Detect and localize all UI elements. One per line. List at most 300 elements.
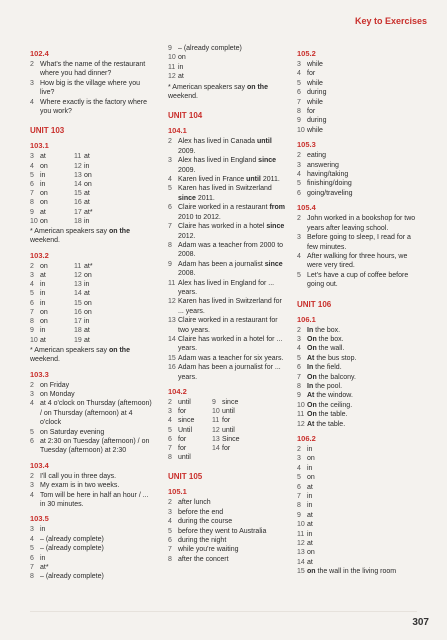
answer-number: 3: [30, 390, 34, 398]
answer-number: 2: [168, 399, 172, 406]
answer-number: 12: [74, 162, 82, 170]
answer-text: for: [222, 445, 231, 453]
answer-list-bold: [297, 326, 422, 429]
answer-number: 3: [30, 79, 34, 87]
answer-number: 6: [297, 364, 301, 372]
answer-item: [297, 558, 422, 567]
answer-text: until: [222, 426, 235, 434]
answer-number: 6: [30, 181, 34, 189]
answer-text: At the bus stop.: [307, 354, 357, 362]
answer-text: at: [84, 190, 90, 198]
answer-number: 5: [168, 527, 172, 535]
column-left: [30, 44, 155, 582]
answer-text: in: [307, 530, 313, 538]
section-label: 106.2: [297, 434, 316, 443]
answer-item: [168, 175, 286, 184]
answer-number: 2: [297, 215, 301, 223]
answer-number: 3: [30, 526, 34, 534]
answer-text: in: [307, 493, 313, 501]
answer-number: 15: [297, 568, 305, 576]
column-right: [297, 44, 422, 577]
answer-number: 2: [30, 262, 34, 270]
answer-text: while: [307, 79, 323, 87]
answer-text: before they went to Australia: [178, 527, 267, 535]
answer-number: 6: [297, 483, 301, 491]
answer-number: 2: [168, 499, 172, 507]
answer-number: 2: [297, 152, 301, 160]
answer-item: [297, 326, 422, 335]
answer-text: Claire worked in a restaurant for two years.: [178, 317, 278, 334]
answer-text: at 2:30 on Tuesday (afternoon) / on Tuesday (afternoon) at 2:30: [40, 437, 150, 455]
answer-text: Before going to sleep, I read for a few minutes.: [307, 234, 411, 251]
answer-number: 3: [297, 161, 301, 169]
answer-item: [168, 354, 286, 363]
answer-text: At the table.: [307, 420, 346, 428]
answer-text: In the field.: [307, 364, 342, 372]
answer-text: going/traveling: [307, 189, 353, 197]
answer-item: [297, 354, 422, 363]
answer-text: After walking for three hours, we were very tired.: [307, 252, 408, 270]
section-label: 106.1: [297, 314, 316, 324]
answer-text: At the window.: [307, 392, 353, 400]
answer-number: 4: [30, 281, 34, 289]
answer-number: 14: [297, 558, 305, 566]
answer-text: on: [40, 199, 48, 207]
answer-text: Alex has lived in Canada until 2009.: [178, 138, 272, 155]
answer-text: – (already complete): [178, 45, 242, 52]
answer-number: 9: [297, 511, 301, 519]
answer-item: [168, 363, 286, 382]
answer-text: John worked in a bookshop for two years after leaving school.: [307, 215, 416, 232]
answer-number: 8: [168, 454, 172, 462]
answer-number: 7: [30, 190, 34, 198]
answer-number: 5: [297, 474, 301, 482]
answer-text: In the pool.: [307, 382, 343, 390]
answer-text: Adam was a teacher for six years.: [178, 354, 284, 362]
answer-text: on: [84, 299, 92, 307]
answer-text: Adam has been a journalist for ... years.: [178, 364, 281, 381]
answer-text: during the night: [178, 537, 227, 545]
section-label: 102.4: [30, 49, 49, 58]
answer-text: answering: [307, 161, 339, 169]
section-label: 103.3: [30, 369, 49, 379]
answer-item: [168, 297, 286, 316]
answer-number: 8: [297, 502, 301, 510]
answer-text: finishing/doing: [307, 180, 352, 188]
answer-text: Adam has been a journalist since 2008.: [178, 260, 283, 278]
answer-number: 12: [212, 426, 220, 434]
answer-number: 3: [297, 234, 301, 242]
answer-text: Adam was a teacher from 2000 to 2008.: [178, 241, 284, 259]
answer-number: 4: [168, 176, 172, 184]
answer-text: – (already complete): [40, 535, 104, 543]
answer-number: 6: [297, 189, 301, 197]
answer-number: 6: [30, 299, 34, 307]
answer-item: [297, 233, 422, 252]
answer-number: 18: [74, 217, 82, 225]
answer-number: 7: [168, 223, 172, 231]
answer-item: [30, 79, 155, 98]
answer-number: 4: [30, 162, 34, 170]
answer-item: [168, 241, 286, 260]
answer-number: 9: [30, 327, 34, 335]
answer-item: [297, 420, 422, 429]
answer-text: in: [40, 281, 46, 289]
answer-number: 10: [297, 401, 305, 409]
answer-item: [297, 126, 422, 135]
answer-text: at: [84, 336, 90, 344]
answer-text: in: [307, 464, 313, 472]
answer-number: 5: [30, 428, 34, 436]
answer-text: at: [307, 483, 313, 491]
answer-item: [168, 517, 286, 526]
answer-number: 7: [30, 308, 34, 316]
answer-number: 7: [297, 98, 301, 106]
answer-text: on: [307, 455, 315, 463]
answer-text: on Friday: [40, 381, 70, 389]
section-label: 103.1: [30, 141, 49, 151]
answer-number: 3: [168, 157, 172, 165]
answer-item: [297, 107, 422, 116]
answer-number: 18: [74, 327, 82, 335]
answer-number: 2: [30, 472, 34, 480]
answer-item: [297, 520, 422, 529]
answer-text: What's the name of the restaurant where you had dinner?: [40, 61, 146, 78]
answer-text: Where exactly is the factory where you work?: [40, 98, 147, 116]
answer-item: [297, 567, 422, 576]
answer-number: 17: [74, 318, 82, 326]
answer-number: 10: [168, 54, 176, 62]
answer-text: How big is the village where you live?: [40, 79, 140, 97]
answer-text: in: [84, 318, 90, 326]
answer-number: 5: [297, 354, 301, 362]
answer-number: 11: [212, 417, 220, 425]
answer-number: 16: [168, 364, 176, 372]
answer-text: On the balcony.: [307, 373, 356, 381]
answer-number: 2: [168, 138, 172, 146]
answer-text: in: [40, 526, 46, 534]
answer-list-bold: [297, 445, 422, 577]
answer-text: at: [307, 521, 313, 529]
answer-item: [168, 44, 286, 53]
answer-text: on: [40, 318, 48, 326]
answer-item: [297, 410, 422, 419]
answer-text: at: [40, 272, 46, 280]
answer-number: 4: [30, 491, 34, 499]
answer-item: [297, 252, 422, 271]
answer-number: 5: [168, 185, 172, 193]
answer-text: at: [307, 511, 313, 519]
answer-text: during: [307, 117, 327, 125]
answer-item: [297, 344, 422, 353]
answer-item: [297, 530, 422, 539]
answer-number: 4: [30, 98, 34, 106]
answer-text: for: [178, 435, 187, 443]
answer-text: in: [40, 290, 46, 298]
answer-text: Tom will be here in half an hour / ... in 30 minutes.: [40, 491, 149, 508]
answer-text: at*: [84, 262, 93, 270]
answer-number: 12: [297, 420, 305, 428]
answer-number: 10: [30, 336, 38, 344]
answer-item: [168, 545, 286, 554]
answer-text: during the course: [178, 518, 233, 526]
answer-text: Claire has worked in a hotel for ... years.: [178, 335, 283, 353]
answer-item: [168, 222, 286, 241]
answer-number: 3: [168, 508, 172, 516]
answer-text: having/taking: [307, 171, 349, 179]
answer-item: [297, 401, 422, 410]
section-label: 105.2: [297, 49, 316, 58]
answer-number: 7: [297, 493, 301, 501]
answer-number: 8: [168, 555, 172, 563]
answer-text: on Monday: [40, 390, 75, 398]
answer-item: [297, 454, 422, 463]
footnote: * American speakers say on the weekend.: [30, 346, 130, 364]
answer-item: [30, 381, 155, 390]
answer-number: 6: [168, 204, 172, 212]
answer-list: [30, 381, 155, 456]
answer-number: 12: [74, 272, 82, 280]
answer-text: Karen lived in France until 2011.: [178, 176, 280, 184]
answer-text: after the concert: [178, 555, 229, 563]
answer-text: until: [178, 454, 191, 462]
section-label: 105.4: [297, 203, 316, 213]
answer-list-rich: [168, 137, 286, 382]
answer-list: [30, 525, 155, 581]
unit-heading: UNIT 104: [168, 111, 203, 121]
answer-text: on the wall in the living room: [307, 568, 397, 576]
answer-number: 8: [168, 241, 172, 249]
answer-text: on: [40, 162, 48, 170]
answer-number: 16: [74, 308, 82, 316]
answer-item: [168, 335, 286, 354]
answer-item: [30, 491, 155, 510]
answer-item: [168, 498, 286, 507]
answer-item: [30, 472, 155, 481]
answer-text: for: [178, 445, 187, 453]
section-label: 103.5: [30, 514, 49, 524]
answer-number: 10: [297, 521, 305, 529]
answer-number: 19: [74, 336, 82, 344]
answer-number: 12: [297, 540, 305, 548]
page-header-title: Key to Exercises: [354, 16, 427, 26]
answer-number: 4: [297, 252, 301, 260]
answer-item: [168, 72, 286, 81]
answer-list: [297, 214, 422, 289]
answer-text: at: [84, 153, 90, 161]
answer-item: [297, 363, 422, 372]
answer-list: [168, 498, 286, 564]
answer-text: at: [84, 199, 90, 207]
answer-number: 9: [168, 260, 172, 268]
answer-text: Let's have a cup of coffee before going out.: [307, 271, 409, 289]
answer-list: [30, 60, 155, 116]
answer-text: On the wall.: [307, 345, 345, 353]
answer-item: [297, 391, 422, 400]
answer-number: 13: [297, 549, 305, 557]
answer-number: 4: [30, 535, 34, 543]
answer-number: 3: [168, 408, 172, 416]
answer-list: [30, 472, 155, 510]
answer-item: [168, 527, 286, 536]
answer-text: eating: [307, 152, 327, 160]
answer-item: [297, 539, 422, 548]
answer-number: 14: [168, 335, 176, 343]
answer-number: 15: [74, 299, 82, 307]
answer-text: before the end: [178, 508, 224, 516]
answer-number: 4: [297, 345, 301, 353]
answer-number: 6: [30, 554, 34, 562]
answer-text: at: [84, 327, 90, 335]
answer-item: [297, 501, 422, 510]
answer-text: at: [307, 558, 313, 566]
answer-text: in: [307, 502, 313, 510]
answer-number: 8: [30, 199, 34, 207]
answer-pairs: [30, 262, 155, 345]
answer-text: on Saturday evening: [40, 428, 105, 436]
answer-text: [222, 453, 262, 462]
answer-text: since: [222, 399, 239, 406]
answer-text: on: [40, 308, 48, 316]
answer-text: on: [84, 171, 92, 179]
answer-item: [297, 483, 422, 492]
footnote: * American speakers say on the weekend.: [168, 83, 268, 101]
answer-number: 13: [74, 171, 82, 179]
answer-text: – (already complete): [40, 545, 104, 553]
answer-number: 6: [297, 89, 301, 97]
answer-text: On the box.: [307, 335, 344, 343]
answer-number: 10: [297, 126, 305, 134]
answer-text: at*: [40, 564, 49, 572]
answer-text: On the table.: [307, 411, 348, 419]
answer-text: in: [84, 217, 90, 225]
footer-divider: [30, 611, 417, 612]
answer-number: 2: [297, 446, 301, 453]
answer-item: [30, 390, 155, 399]
answer-text: while: [307, 126, 323, 134]
answer-pairs: [30, 152, 155, 226]
answer-text: in: [178, 63, 184, 71]
answer-text: for: [222, 417, 231, 425]
answer-number: 12: [168, 298, 176, 306]
answer-text: Karen has lived in Switzerland for ... years.: [178, 298, 282, 315]
answer-item: [297, 69, 422, 78]
answer-item: [168, 63, 286, 72]
answer-item: [297, 492, 422, 501]
answer-item: [297, 79, 422, 88]
answer-text: on: [84, 308, 92, 316]
answer-text: while: [307, 98, 323, 106]
answer-text: on: [178, 54, 186, 62]
answer-item: [297, 98, 422, 107]
answer-text: since: [178, 417, 195, 425]
answer-text: Claire has worked in a hotel since 2012.: [178, 223, 285, 240]
answer-number: 10: [212, 408, 220, 416]
answer-text: while you're waiting: [178, 546, 239, 554]
answer-item: [30, 563, 155, 572]
answer-number: 7: [168, 445, 172, 453]
answer-text: – (already complete): [40, 573, 104, 581]
answer-text: in: [84, 162, 90, 170]
answer-list: [297, 151, 422, 198]
answer-number: 3: [297, 455, 301, 463]
section-label: 103.2: [30, 250, 49, 260]
answer-number: 13: [168, 317, 176, 325]
answer-text: in: [40, 181, 46, 189]
answer-list: [297, 60, 422, 135]
answer-number: 17: [74, 208, 82, 216]
footnote: * American speakers say on the weekend.: [30, 228, 130, 245]
answer-item: [297, 214, 422, 233]
answer-item: [30, 98, 155, 117]
answer-item: [297, 189, 422, 198]
answer-text: My exam is in two weeks.: [40, 482, 120, 490]
answer-item: [297, 373, 422, 382]
answer-item: [168, 260, 286, 279]
answer-number: 14: [74, 181, 82, 189]
answer-number: 16: [74, 199, 82, 207]
answer-item: [168, 53, 286, 62]
answer-number: 3: [30, 272, 34, 280]
answer-item: [297, 88, 422, 97]
answer-text: at: [84, 290, 90, 298]
answer-pairs: [168, 398, 286, 462]
answer-number: 4: [30, 400, 34, 408]
answer-number: 14: [212, 445, 220, 453]
answer-number: 13: [74, 281, 82, 289]
answer-item: [297, 151, 422, 160]
answer-number: 4: [297, 70, 301, 78]
answer-number: 11: [297, 411, 305, 419]
answer-number: 4: [168, 518, 172, 526]
column-middle: [168, 44, 286, 564]
answer-number: 8: [297, 108, 301, 116]
answer-text: after lunch: [178, 499, 211, 507]
answer-text: Until: [178, 426, 193, 434]
answer-item: [297, 60, 422, 69]
answer-number: 2: [297, 326, 301, 334]
answer-number: 10: [30, 217, 38, 225]
answer-item: [297, 382, 422, 391]
answer-item: [297, 473, 422, 482]
answer-text: On the ceiling.: [307, 401, 353, 409]
answer-number: 3: [297, 61, 301, 68]
answer-item: [168, 156, 286, 175]
answer-number: 6: [30, 437, 34, 445]
answer-item: [168, 316, 286, 335]
answer-number: [212, 453, 222, 462]
unit-heading: UNIT 106: [297, 299, 332, 309]
answer-item: [297, 335, 422, 344]
answer-text: Karen has lived in Switzerland since 2011.: [178, 185, 272, 202]
answer-item: [30, 544, 155, 553]
answer-list: [168, 44, 286, 82]
answer-number: 4: [297, 171, 301, 179]
answer-item: [30, 481, 155, 490]
answer-number: 9: [212, 399, 216, 406]
unit-heading: UNIT 105: [168, 472, 203, 482]
answer-item: [168, 184, 286, 203]
answer-item: [30, 60, 155, 79]
section-label: 104.2: [168, 387, 187, 396]
answer-item: [30, 399, 155, 427]
answer-number: 9: [297, 117, 301, 125]
answer-text: at: [40, 208, 46, 216]
answer-number: 7: [297, 373, 301, 381]
answer-number: 11: [168, 279, 176, 287]
answer-item: [297, 179, 422, 188]
answer-text: until: [178, 399, 191, 406]
